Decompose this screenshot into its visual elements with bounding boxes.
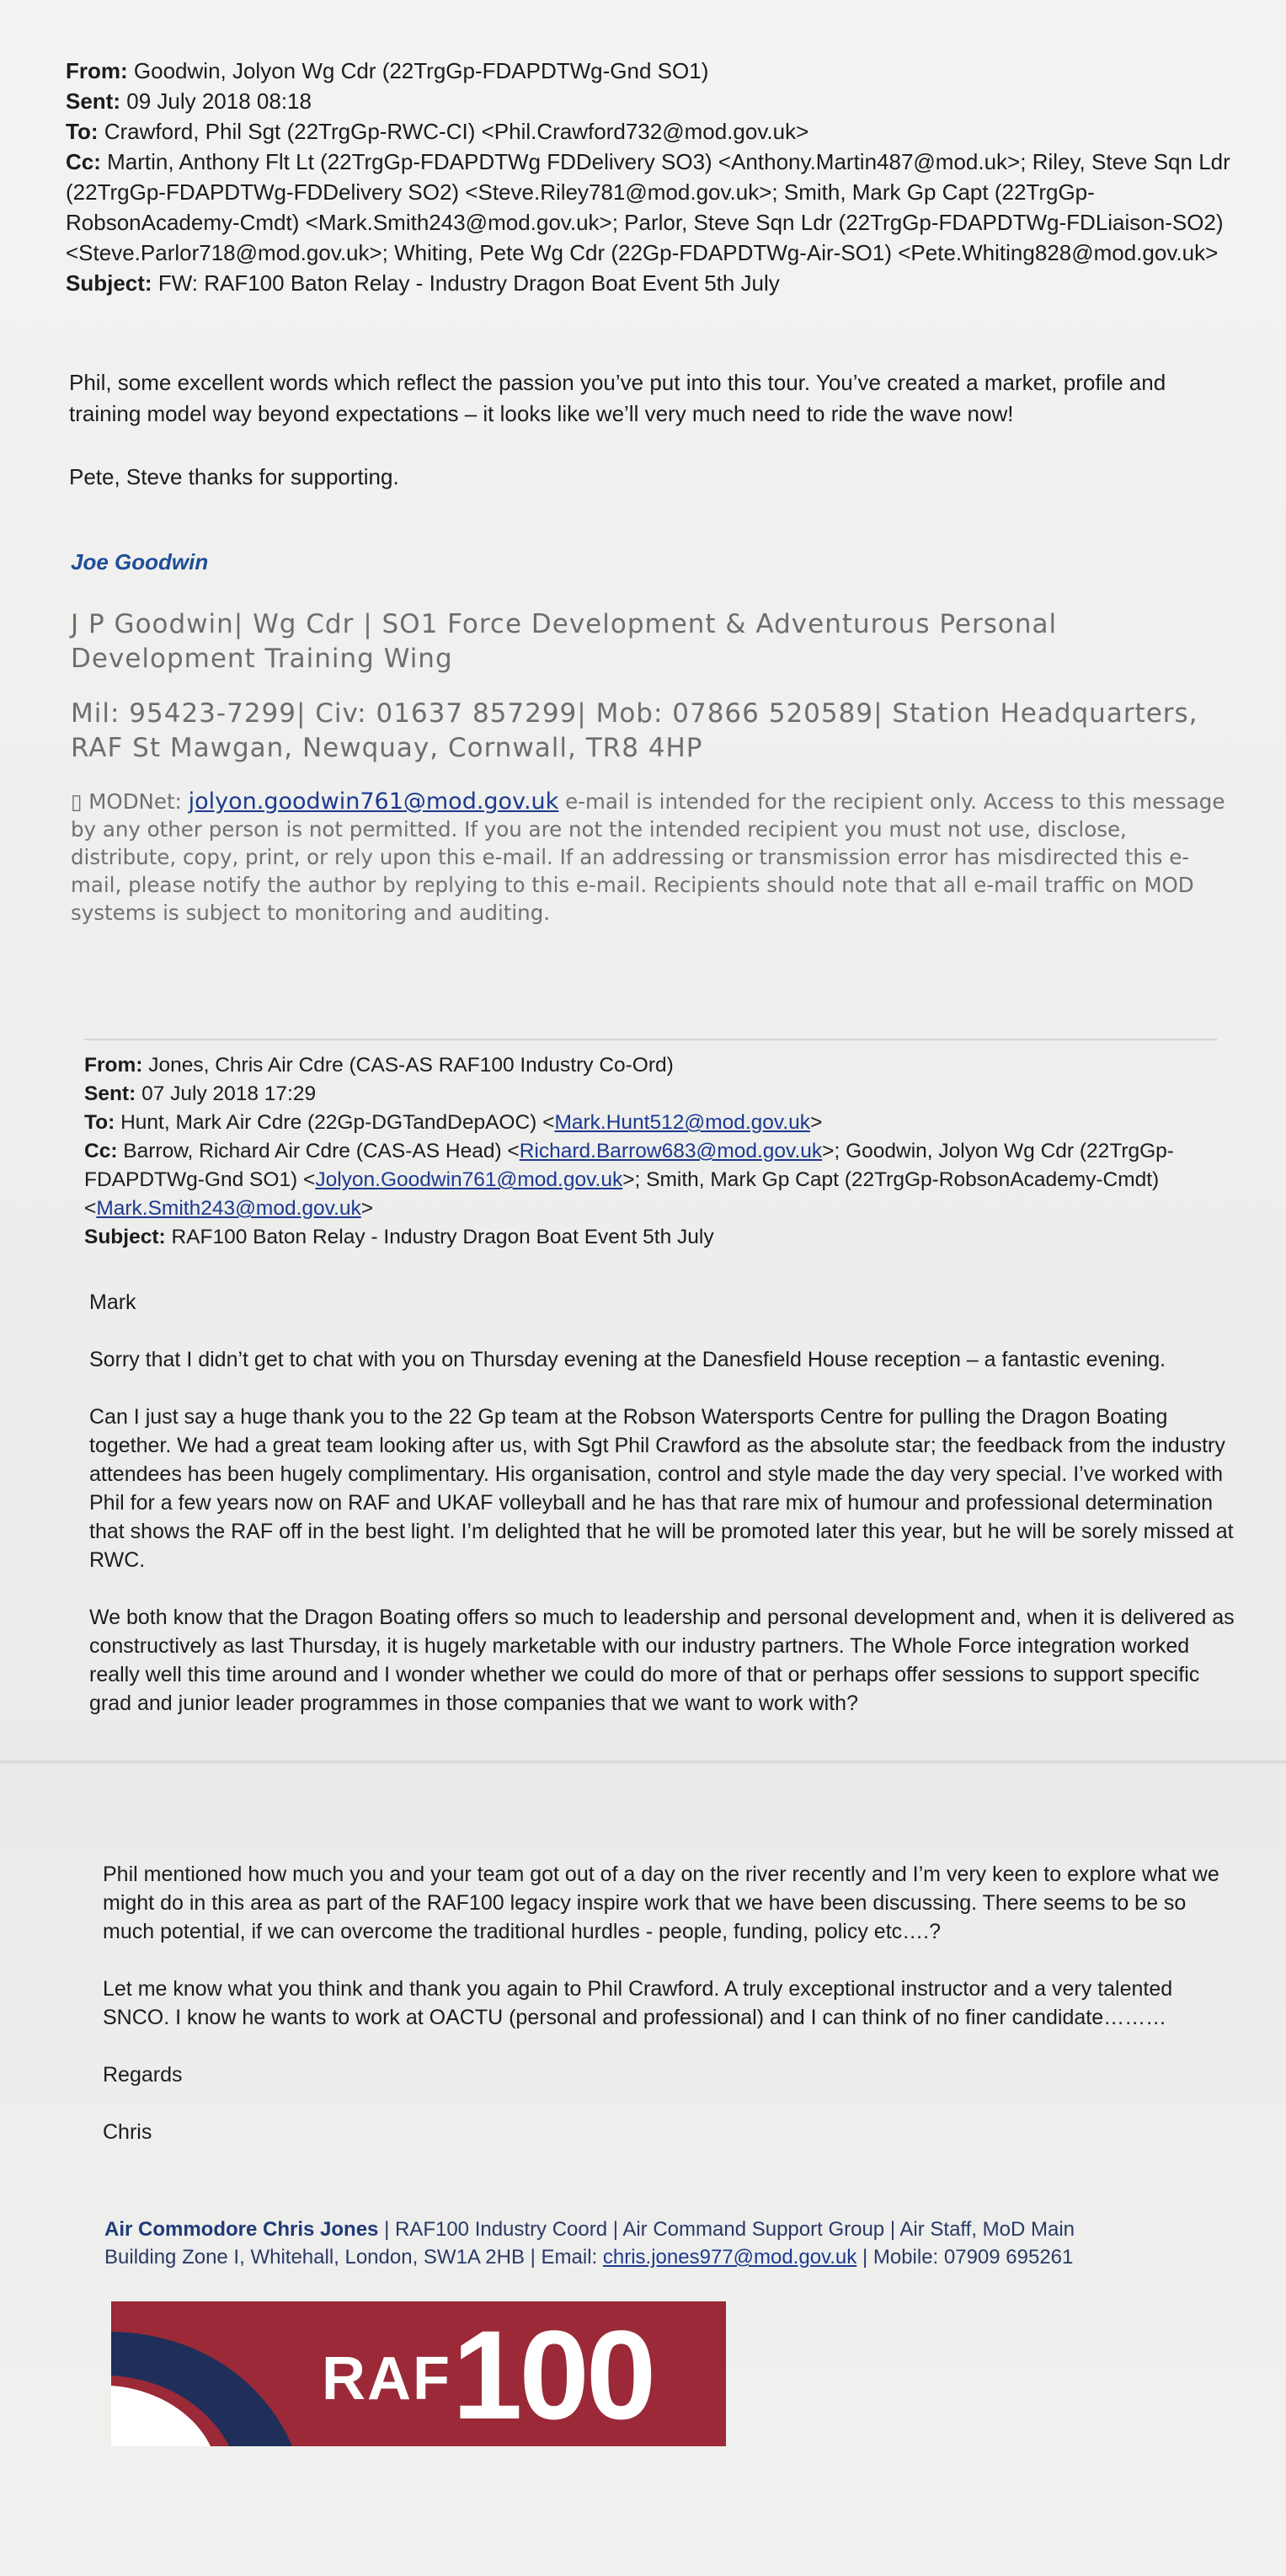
email-link[interactable]: Mark.Hunt512@mod.gov.uk <box>554 1111 811 1134</box>
cc-line: Cc: Martin, Anthony Flt Lt (22TrgGp-FDAPDTWg FDDelivery SO3) <Anthony.Martin487@mod.uk>; Riley, Steve Sqn Ldr (22TrgGp-FDAPDTWg-FDDelivery SO2) <Steve.Riley781@mod.gov.uk>; Smith, Mark Gp Capt (22TrgGp-RobsonAcademy-Cmdt) <Mark.Smith243@mod.gov.uk>; Parlor, Steve Sqn Ldr (22TrgGp-FDAPDTWg-FDLiaison-SO2) <Steve.Parlor718@mod.gov.uk>; Whiting, Pete Wg Cdr (22Gp-FDAPDTWg-Air-SO1) <Pete.Whiting828@mod.gov.uk> <box>66 149 1230 265</box>
subject-line: Subject: FW: RAF100 Baton Relay - Industry Dragon Boat Event 5th July <box>66 270 780 296</box>
email2-paragraph: Sorry that I didn’t get to chat with you on Thursday evening at the Danesfield House reception – a fantastic evening. <box>89 1348 1166 1371</box>
signature-line: Air Commodore Chris Jones | RAF100 Industry Coord | Air Command Support Group | Air Staff, MoD Main <box>104 2218 1075 2241</box>
email2-header <box>84 1051 1238 1252</box>
email2-body-top <box>89 1288 1235 1718</box>
email-link[interactable]: chris.jones977@mod.gov.uk <box>602 2246 857 2269</box>
logo-raf-text: RAF <box>322 2345 451 2413</box>
email1-paragraph: Pete, Steve thanks for supporting. <box>69 464 399 489</box>
email2-paragraph: Can I just say a huge thank you to the 22 Gp team at the Robson Watersports Centre for pulling the Dragon Boating together. We had a great team looking after us, with Sgt Phil Crawford as the absolute star; the feedback from the industry attendees has been hugely complimentary. His organisation, control and style made the day very special. I’ve worked with Phil for a few years now on RAF and UKAF volleyball and he has that rare mix of humour and professional determination that shows the RAF off in the best light. I’m delighted that he will be promoted later this year, but he will be sorely missed at RWC. <box>89 1405 1234 1572</box>
paper-fold <box>0 1761 1286 1766</box>
email2-paragraph: We both know that the Dragon Boating offers so much to leadership and personal development and, when it is delivered as constructively as last Thursday, it is hugely marketable with our industry partners. The Whole Force integration worked really well this time around and I wonder whether we could do more of that or perhaps offer sessions to support specific grad and junior leader programmes in those companies that we want to work with? <box>89 1606 1235 1715</box>
signature-name: Joe Goodwin <box>71 549 209 575</box>
salutation: Mark <box>89 1291 136 1314</box>
email2-paragraph: Phil mentioned how much you and your team got out of a day on the river recently and I’m very keen to explore what we might do in this area as part of the RAF100 legacy inspire work that we have been discussing. There seems to be so much potential, if we can overcome the traditional hurdles - people, funding, policy etc….? <box>103 1863 1219 1943</box>
subject-line: Subject: RAF100 Baton Relay - Industry Dragon Boat Event 5th July <box>84 1226 714 1248</box>
to-line: To: Crawford, Phil Sgt (22TrgGp-RWC-CI) <Phil.Crawford732@mod.gov.uk> <box>66 119 809 144</box>
email-link[interactable]: Mark.Smith243@mod.gov.uk <box>96 1197 361 1220</box>
sent-line: Sent: 09 July 2018 08:18 <box>66 88 312 114</box>
cc-line: Cc: Barrow, Richard Air Cdre (CAS-AS Head) <Richard.Barrow683@mod.gov.uk>; Goodwin, Jolyon Wg Cdr (22TrgGp-FDAPDTWg-Gnd SO1) <Jolyon.Goodwin761@mod.gov.uk>; Smith, Mark Gp Capt (22TrgGp-RobsonAcademy-Cmdt) <Mark.Smith243@mod.gov.uk> <box>84 1140 1174 1220</box>
email1-signature <box>71 549 1250 927</box>
signature-disclaimer: ▯ MODNet: jolyon.goodwin761@mod.gov.uk e-mail is intended for the recipient only. Access to this message by any other person is not permitted. If you are not the intended recipient you must not use, disclose, distribute, copy, print, or rely upon this e-mail. If an addressing or transmission error has misdirected this e-mail, please notify the author by replying to this e-mail. Recipients should note that all e-mail traffic on MOD systems is subject to monitoring and auditing. <box>71 788 1225 925</box>
signature-title: J P Goodwin| Wg Cdr | SO1 Force Development & Adventurous Personal Development Training Wing <box>71 609 1058 674</box>
email2-paragraph: Let me know what you think and thank you again to Phil Crawford. A truly exceptional instructor and a very talented SNCO. I know he wants to work at OACTU (personal and professional) and I can think of no finer candidate……… <box>103 1977 1173 2029</box>
from-line: From: Goodwin, Jolyon Wg Cdr (22TrgGp-FDAPDTWg-Gnd SO1) <box>66 58 709 83</box>
email1-body <box>69 367 1240 493</box>
signature-line: Building Zone I, Whitehall, London, SW1A 2HB | Email: chris.jones977@mod.gov.uk | Mobile: 07909 695261 <box>104 2246 1074 2269</box>
closing: Regards <box>103 2063 183 2087</box>
email1-paragraph: Phil, some excellent words which reflect the passion you’ve put into this tour. You’ve created a market, profile and training model way beyond expectations – it looks like we’ll very much need to ride the wave now! <box>69 370 1166 426</box>
from-line: From: Jones, Chris Air Cdre (CAS-AS RAF100 Industry Co-Ord) <box>84 1054 674 1077</box>
divider <box>84 1039 1217 1040</box>
sent-line: Sent: 07 July 2018 17:29 <box>84 1082 317 1105</box>
email2-body-bottom <box>103 1860 1231 2146</box>
email1-header <box>66 56 1245 298</box>
logo-100-text: 100 <box>452 2304 654 2445</box>
modnet-email-link[interactable]: jolyon.goodwin761@mod.gov.uk <box>188 788 559 815</box>
email-link[interactable]: Richard.Barrow683@mod.gov.uk <box>519 1140 823 1162</box>
email2-signature <box>104 2215 1233 2271</box>
raf100-logo <box>111 2301 726 2446</box>
to-line: To: Hunt, Mark Air Cdre (22Gp-DGTandDepAOC) <Mark.Hunt512@mod.gov.uk> <box>84 1111 823 1134</box>
signature-contact: Mil: 95423-7299| Civ: 01637 857299| Mob: 07866 520589| Station Headquarters, RAF St Mawgan, Newquay, Cornwall, TR8 4HP <box>71 698 1198 763</box>
email-link[interactable]: Jolyon.Goodwin761@mod.gov.uk <box>315 1168 623 1191</box>
signoff: Chris <box>103 2120 152 2144</box>
